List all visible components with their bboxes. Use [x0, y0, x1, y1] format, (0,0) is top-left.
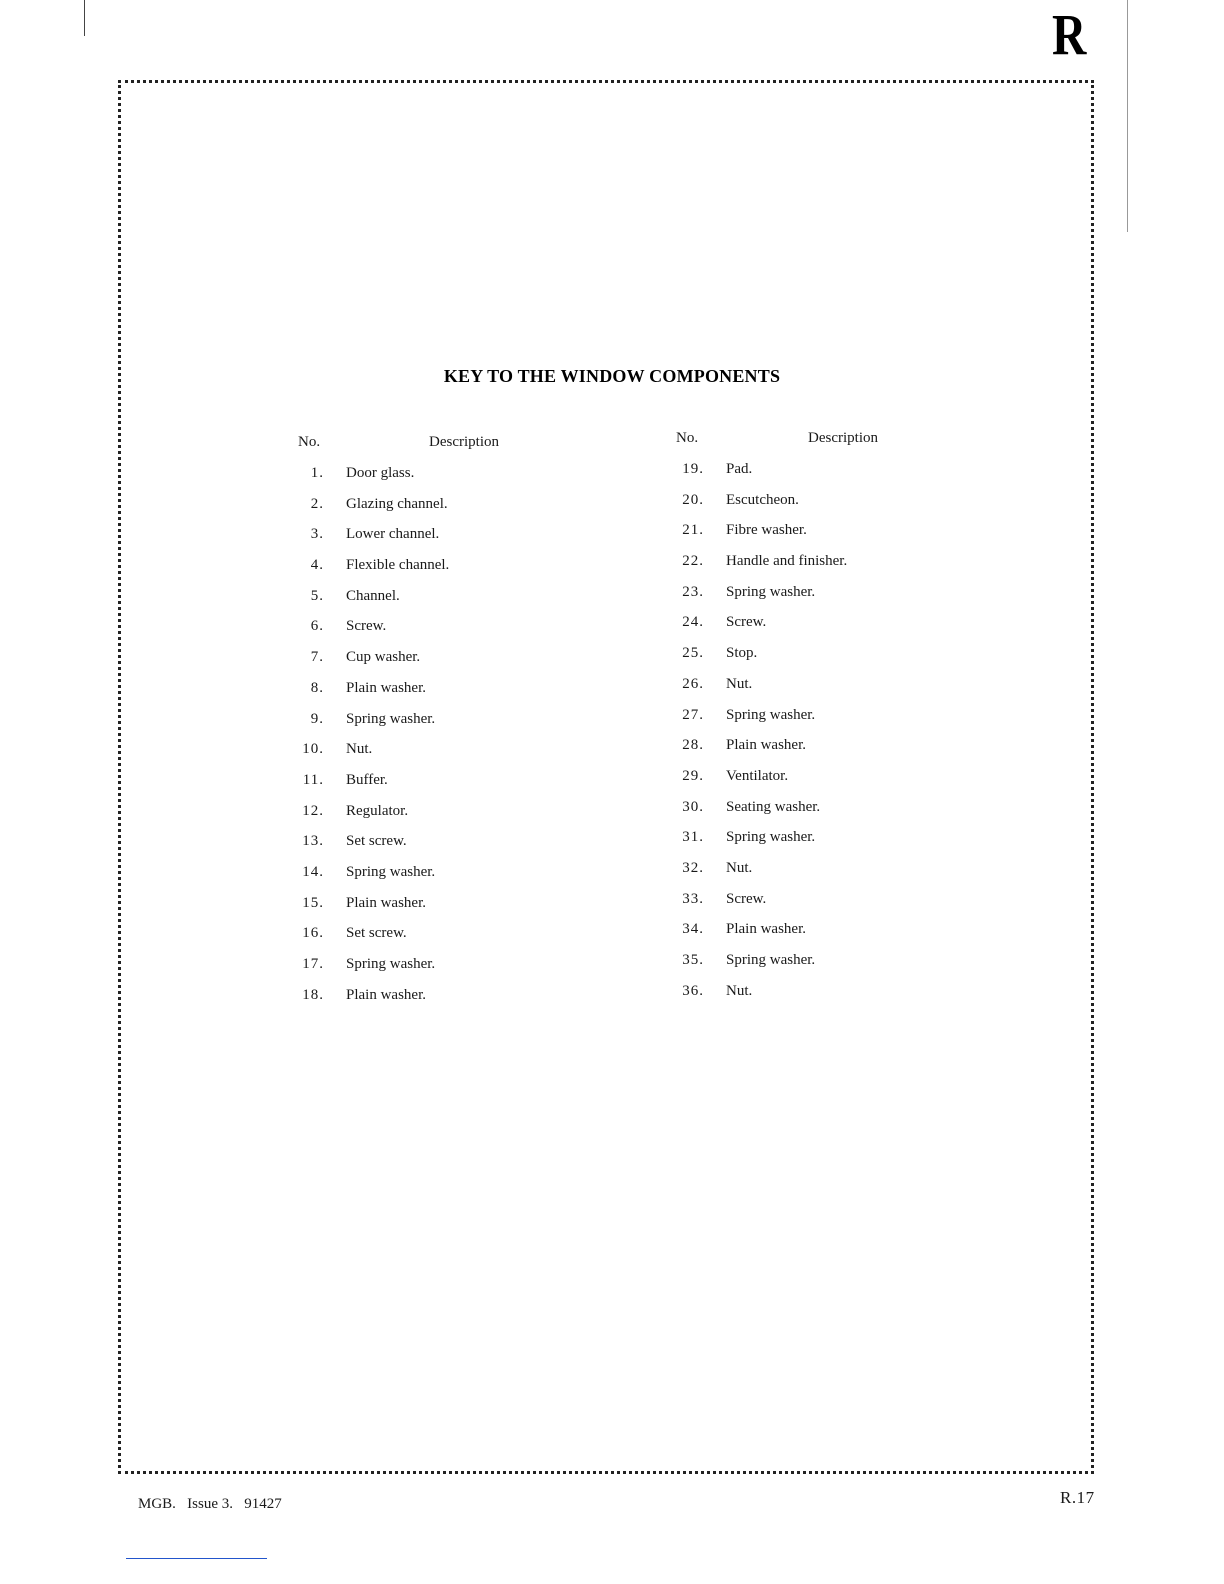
section-letter: R [1052, 2, 1087, 67]
item-description: Lower channel. [346, 526, 440, 543]
components-list [674, 461, 974, 1013]
item-description: Spring washer. [346, 956, 436, 972]
item-number: 28. [682, 737, 704, 754]
list-item [296, 895, 596, 926]
list-item [674, 553, 974, 584]
item-description: Ventilator. [726, 767, 789, 784]
list-item [296, 833, 596, 864]
item-number: 5. [310, 587, 324, 604]
item-number: 14. [302, 863, 324, 880]
item-number: 6. [310, 618, 324, 635]
description-header: Description [808, 430, 878, 446]
item-description: Plain washer. [346, 679, 426, 696]
item-number: 35. [682, 952, 704, 968]
list-item [674, 522, 974, 553]
item-description: Nut. [346, 741, 373, 758]
item-number: 20. [682, 491, 704, 508]
item-number: 2. [310, 495, 324, 512]
item-number: 4. [310, 557, 324, 574]
list-item [674, 707, 974, 738]
item-description: Seating washer. [726, 798, 821, 815]
item-number: 18. [302, 986, 324, 1003]
item-description: Spring washer. [726, 829, 816, 846]
item-number: 36. [682, 982, 704, 999]
item-number: 11. [302, 771, 324, 788]
item-description: Plain washer. [726, 737, 806, 754]
no-header: No. [676, 430, 699, 446]
item-description: Regulator. [346, 802, 409, 819]
item-description: Screw. [346, 618, 387, 635]
item-number: 19. [682, 461, 704, 477]
item-number: 23. [682, 583, 704, 600]
components-list [296, 465, 596, 1017]
item-description: Spring washer. [726, 952, 816, 968]
list-item [674, 891, 974, 922]
item-description: Flexible channel. [346, 557, 450, 574]
list-item [674, 860, 974, 891]
item-description: Stop. [726, 645, 758, 662]
item-number: 1. [310, 465, 324, 481]
list-item [674, 645, 974, 676]
item-number: 21. [682, 522, 704, 539]
list-item [674, 492, 974, 523]
left-margin-mark [84, 0, 85, 36]
list-item [296, 557, 596, 588]
list-item [674, 737, 974, 768]
list-item [296, 588, 596, 619]
list-item [674, 768, 974, 799]
item-description: Screw. [726, 614, 767, 631]
components-column-left [296, 434, 596, 1017]
item-description: Pad. [726, 461, 753, 477]
item-number: 10. [302, 741, 324, 758]
item-description: Channel. [346, 587, 400, 604]
item-description: Plain washer. [346, 986, 426, 1003]
right-margin-mark [1127, 0, 1128, 232]
list-item [674, 461, 974, 492]
footer-publication-info: MGB. Issue 3. 91427 [138, 1496, 282, 1512]
item-number: 3. [310, 526, 324, 543]
item-number: 29. [682, 767, 704, 784]
list-item [296, 680, 596, 711]
item-number: 8. [310, 679, 324, 696]
item-description: Nut. [726, 859, 753, 876]
page-title: KEY TO THE WINDOW COMPONENTS [443, 366, 781, 386]
list-item [674, 921, 974, 952]
list-item [296, 772, 596, 803]
item-number: 12. [302, 802, 324, 819]
description-header: Description [429, 434, 499, 450]
item-description: Fibre washer. [726, 522, 807, 539]
item-number: 16. [302, 925, 324, 942]
item-number: 33. [682, 890, 704, 907]
list-item [296, 649, 596, 680]
item-number: 9. [310, 710, 324, 727]
item-description: Spring washer. [346, 863, 436, 880]
list-item [674, 799, 974, 830]
list-item [296, 956, 596, 987]
item-number: 13. [302, 833, 324, 850]
item-description: Glazing channel. [346, 495, 448, 512]
item-description: Nut. [726, 675, 753, 692]
column-header [674, 430, 974, 454]
list-item [674, 952, 974, 983]
list-item [674, 829, 974, 860]
list-item [296, 465, 596, 496]
components-column-right [674, 430, 974, 1013]
item-number: 30. [682, 798, 704, 815]
item-number: 15. [302, 894, 324, 911]
item-number: 25. [682, 645, 704, 662]
bottom-rule [126, 1558, 267, 1559]
item-description: Door glass. [346, 465, 415, 481]
item-description: Plain washer. [726, 921, 806, 938]
list-item [296, 741, 596, 772]
item-number: 17. [302, 956, 324, 972]
item-number: 31. [682, 829, 704, 846]
list-item [296, 864, 596, 895]
item-description: Screw. [726, 890, 767, 907]
no-header: No. [298, 434, 321, 450]
item-description: Spring washer. [726, 583, 816, 600]
item-description: Escutcheon. [726, 491, 799, 508]
list-item [674, 584, 974, 615]
item-description: Spring washer. [346, 710, 436, 727]
column-header [296, 434, 596, 458]
item-description: Set screw. [346, 925, 407, 942]
item-number: 34. [682, 921, 704, 938]
list-item [296, 711, 596, 742]
list-item [296, 496, 596, 527]
item-number: 7. [310, 649, 324, 666]
list-item [296, 987, 596, 1018]
item-description: Set screw. [346, 833, 407, 850]
item-description: Handle and finisher. [726, 553, 848, 570]
list-item [296, 803, 596, 834]
item-number: 32. [682, 859, 704, 876]
item-description: Nut. [726, 982, 753, 999]
item-description: Cup washer. [346, 649, 421, 666]
list-item [296, 618, 596, 649]
list-item [296, 526, 596, 557]
item-description: Buffer. [346, 771, 388, 788]
item-description: Plain washer. [346, 894, 426, 911]
list-item [674, 983, 974, 1014]
list-item [674, 676, 974, 707]
item-number: 22. [682, 553, 704, 570]
item-number: 27. [682, 706, 704, 723]
list-item [296, 925, 596, 956]
list-item [674, 614, 974, 645]
item-description: Spring washer. [726, 706, 816, 723]
page-number: R.17 [1060, 1488, 1095, 1507]
item-number: 24. [682, 614, 704, 631]
item-number: 26. [682, 675, 704, 692]
